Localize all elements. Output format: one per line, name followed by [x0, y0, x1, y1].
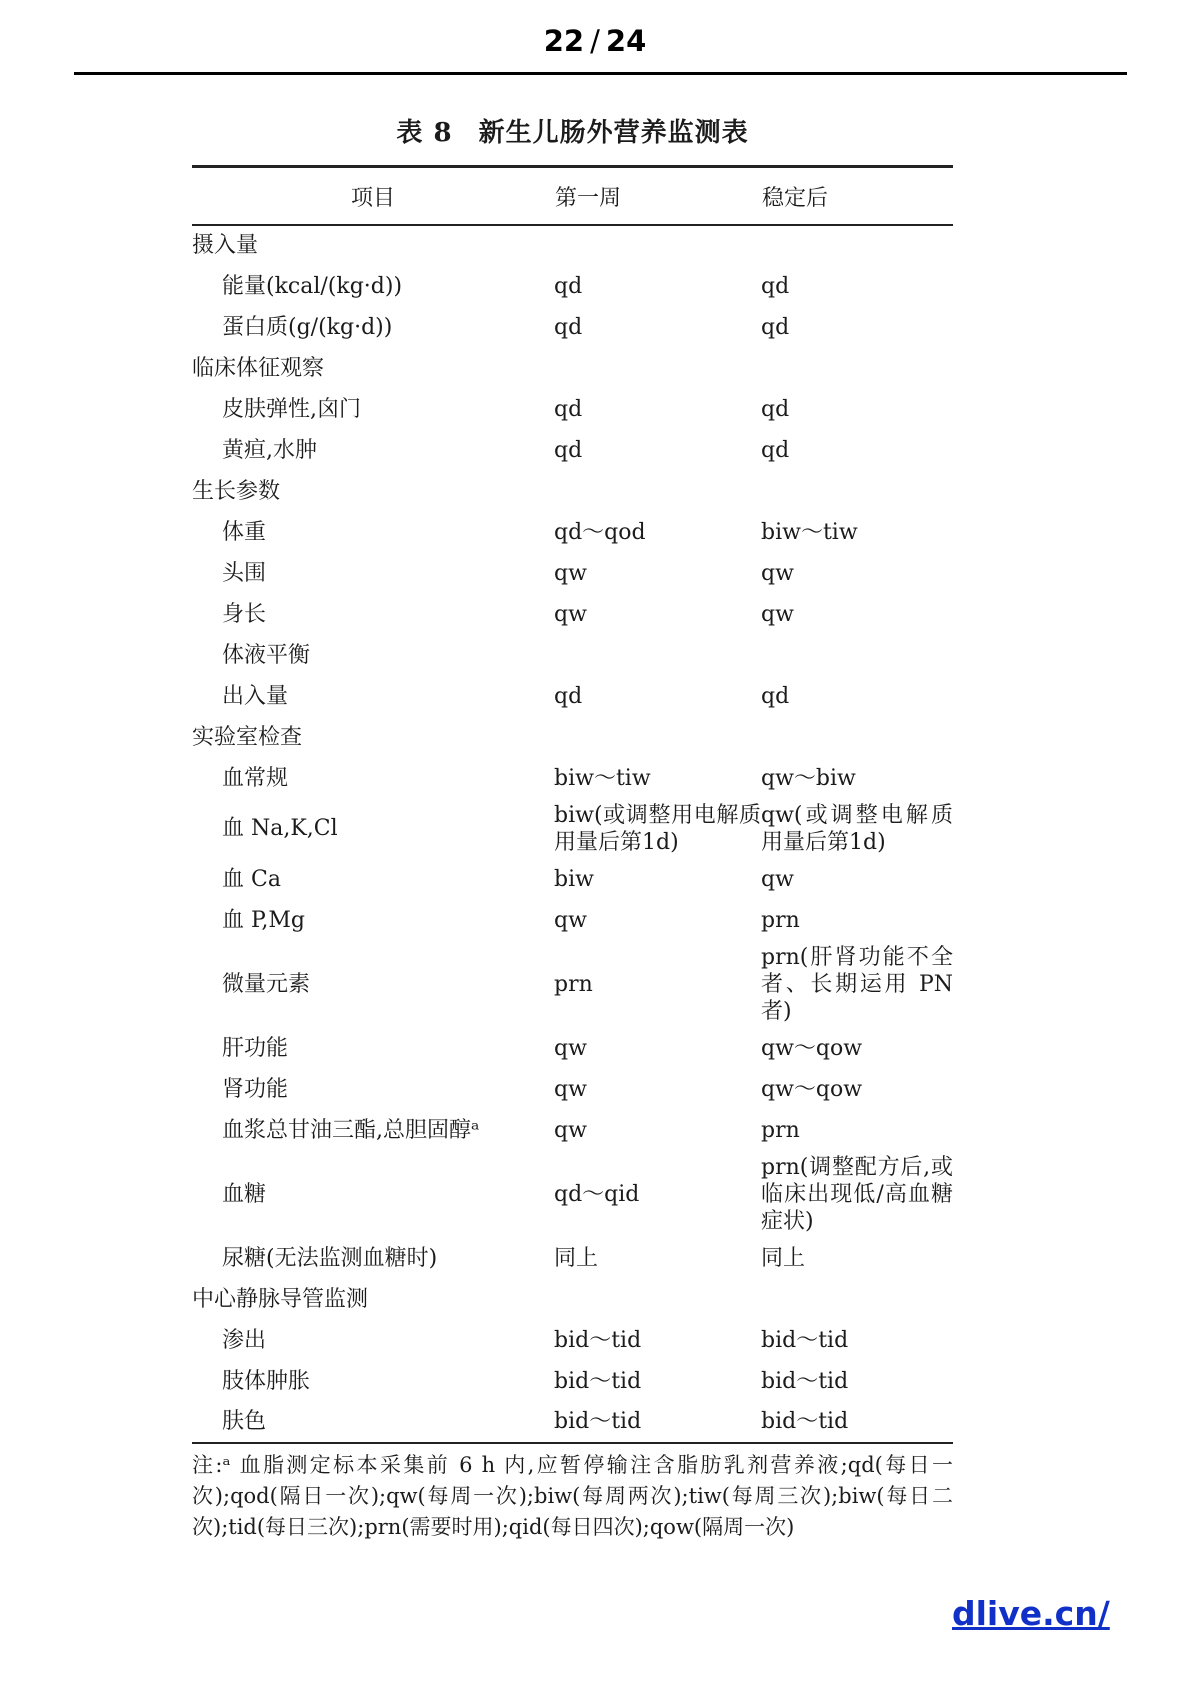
- cell-week1: qw: [554, 601, 587, 627]
- cell-item: 能量(kcal/(kg·d)): [222, 273, 403, 299]
- cell-week1: biw: [554, 866, 594, 892]
- cell-item: 生长参数: [192, 478, 281, 504]
- cell-stable: qd: [761, 396, 790, 422]
- header-rule: [74, 72, 1127, 75]
- table-row: [192, 859, 953, 900]
- table-row: [192, 389, 953, 430]
- cell-week1: qw: [554, 1117, 587, 1143]
- table-group-row: [192, 717, 953, 758]
- cell-week1: qd: [554, 273, 583, 299]
- cell-week1: [554, 717, 761, 758]
- cell-stable: qd: [761, 314, 790, 340]
- table-group-row: [192, 471, 953, 512]
- table-row: [192, 1320, 953, 1361]
- cell-item: 肝功能: [222, 1035, 289, 1061]
- table-title-number: 表 8: [396, 118, 453, 148]
- cell-week1: [554, 1279, 761, 1320]
- table-title-text: 新生儿肠外营养监测表: [478, 118, 749, 148]
- cell-stable: bid～tid: [761, 1402, 953, 1443]
- page-separator: /: [590, 24, 600, 58]
- cell-stable: qw: [761, 866, 794, 892]
- table-row: [192, 676, 953, 717]
- table-row: [192, 799, 953, 859]
- cell-item: 血糖: [222, 1181, 267, 1207]
- table-footnote: 注:ᵃ 血脂测定标本采集前 6 h 内,应暂停输注含脂肪乳剂营养液;qd(每日一次);qod(隔日一次);qw(每周一次);biw(每周两次);tiw(每周三次);biw(每日二次);tid(每日三次);prn(需要时用);qid(每日四次);qow(隔周一次): [192, 1453, 953, 1539]
- cell-week1: qd: [554, 314, 583, 340]
- table-row: [192, 266, 953, 307]
- table-row: [192, 1110, 953, 1151]
- cell-week1: prn: [554, 971, 593, 997]
- cell-week1: qd: [554, 437, 583, 463]
- column-header-item: 项目: [192, 167, 554, 226]
- cell-stable: [761, 1279, 953, 1320]
- cell-stable: qw～biw: [761, 765, 856, 791]
- table-group-row: [192, 1279, 953, 1320]
- table-row: [192, 1361, 953, 1402]
- cell-week1: bid～tid: [554, 1368, 642, 1394]
- cell-week1: [554, 635, 761, 676]
- cell-item: 中心静脉导管监测: [192, 1286, 369, 1312]
- cell-stable: qw～qow: [761, 1076, 863, 1102]
- cell-item: 肤色: [192, 1402, 554, 1443]
- cell-week1: qd～qid: [554, 1181, 640, 1207]
- cell-item: 实验室检查: [192, 724, 303, 750]
- cell-item: 身长: [222, 601, 267, 627]
- table-row: [192, 553, 953, 594]
- page-current: 22: [543, 24, 585, 58]
- cell-week1: [554, 225, 761, 266]
- table-title: [192, 112, 953, 149]
- table-header-row: [192, 167, 953, 226]
- table-row: [192, 1402, 953, 1443]
- cell-stable: qd: [761, 273, 790, 299]
- table-row: [192, 758, 953, 799]
- cell-item: 肾功能: [222, 1076, 289, 1102]
- cell-item: 临床体征观察: [192, 355, 325, 381]
- cell-week1: bid～tid: [554, 1402, 761, 1443]
- cell-item: 摄入量: [192, 233, 259, 258]
- cell-item: 血常规: [222, 765, 289, 791]
- cell-stable: qw～qow: [761, 1035, 863, 1061]
- table-row: [192, 307, 953, 348]
- page-number: [0, 24, 1190, 58]
- cell-stable: prn: [761, 907, 800, 933]
- table-row: [192, 1238, 953, 1279]
- table-row: [192, 512, 953, 553]
- cell-item: 头围: [222, 560, 267, 586]
- table-row: [192, 594, 953, 635]
- cell-week1: [554, 348, 761, 389]
- cell-item: 血 Ca: [222, 866, 281, 892]
- cell-week1: qd: [554, 396, 583, 422]
- cell-stable: qd: [761, 683, 790, 709]
- cell-stable: prn: [761, 1117, 800, 1143]
- cell-week1: qw: [554, 1035, 587, 1061]
- cell-item: 渗出: [222, 1327, 267, 1353]
- cell-week1: qw: [554, 560, 587, 586]
- table-row: [192, 941, 953, 1028]
- table-row: [192, 900, 953, 941]
- cell-stable: prn(调整配方后,或临床出现低/高血糖症状): [761, 1155, 953, 1234]
- cell-item: 肢体肿胀: [222, 1368, 311, 1394]
- cell-item: 血浆总甘油三酯,总胆固醇ᵃ: [222, 1117, 480, 1143]
- cell-item: 血 Na,K,Cl: [222, 816, 338, 841]
- column-header-week1: 第一周: [554, 167, 761, 226]
- document-body: [192, 112, 953, 1543]
- table-group-row: [192, 348, 953, 389]
- column-header-stable: 稳定后: [761, 167, 953, 226]
- cell-stable: [761, 225, 953, 266]
- cell-stable: 同上: [761, 1245, 806, 1271]
- cell-week1: biw～tiw: [554, 765, 651, 791]
- cell-stable: bid～tid: [761, 1368, 849, 1394]
- cell-item: 出入量: [222, 683, 289, 709]
- cell-week1: bid～tid: [554, 1327, 642, 1353]
- cell-item: 黄疸,水肿: [222, 437, 317, 463]
- cell-week1: biw(或调整用电解质用量后第1d): [554, 803, 761, 855]
- table-row: [192, 635, 953, 676]
- cell-week1: [554, 471, 761, 512]
- table-row: [192, 1069, 953, 1110]
- cell-item: 皮肤弹性,囟门: [222, 396, 361, 422]
- cell-stable: qd: [761, 437, 790, 463]
- cell-stable: qw: [761, 601, 794, 627]
- cell-stable: [761, 348, 953, 389]
- cell-week1: 同上: [554, 1245, 599, 1271]
- cell-stable: [761, 471, 953, 512]
- page-total: 24: [605, 24, 647, 58]
- cell-stable: [761, 635, 953, 676]
- watermark-link[interactable]: dlive.cn/: [952, 1594, 1110, 1633]
- cell-week1: qd: [554, 683, 583, 709]
- cell-item: 尿糖(无法监测血糖时): [222, 1245, 438, 1271]
- cell-stable: biw～tiw: [761, 519, 858, 545]
- monitoring-table: [192, 165, 953, 1444]
- cell-stable: bid～tid: [761, 1327, 849, 1353]
- table-group-row: [192, 225, 953, 266]
- cell-stable: qw(或调整电解质用量后第1d): [761, 803, 953, 855]
- cell-week1: qw: [554, 1076, 587, 1102]
- cell-item: 体液平衡: [222, 642, 311, 668]
- table-row: [192, 1028, 953, 1069]
- cell-stable: [761, 717, 953, 758]
- cell-stable: qw: [761, 560, 794, 586]
- table-body: [192, 225, 953, 1443]
- cell-item: 体重: [222, 519, 267, 545]
- cell-week1: qw: [554, 907, 587, 933]
- cell-stable: prn(肝肾功能不全者、长期运用 PN 者): [761, 945, 953, 1024]
- cell-item: 微量元素: [222, 971, 311, 997]
- cell-item: 血 P,Mg: [222, 907, 305, 933]
- cell-item: 蛋白质(g/(kg·d)): [222, 314, 393, 340]
- table-row: [192, 430, 953, 471]
- table-row: [192, 1151, 953, 1238]
- cell-week1: qd～qod: [554, 519, 646, 545]
